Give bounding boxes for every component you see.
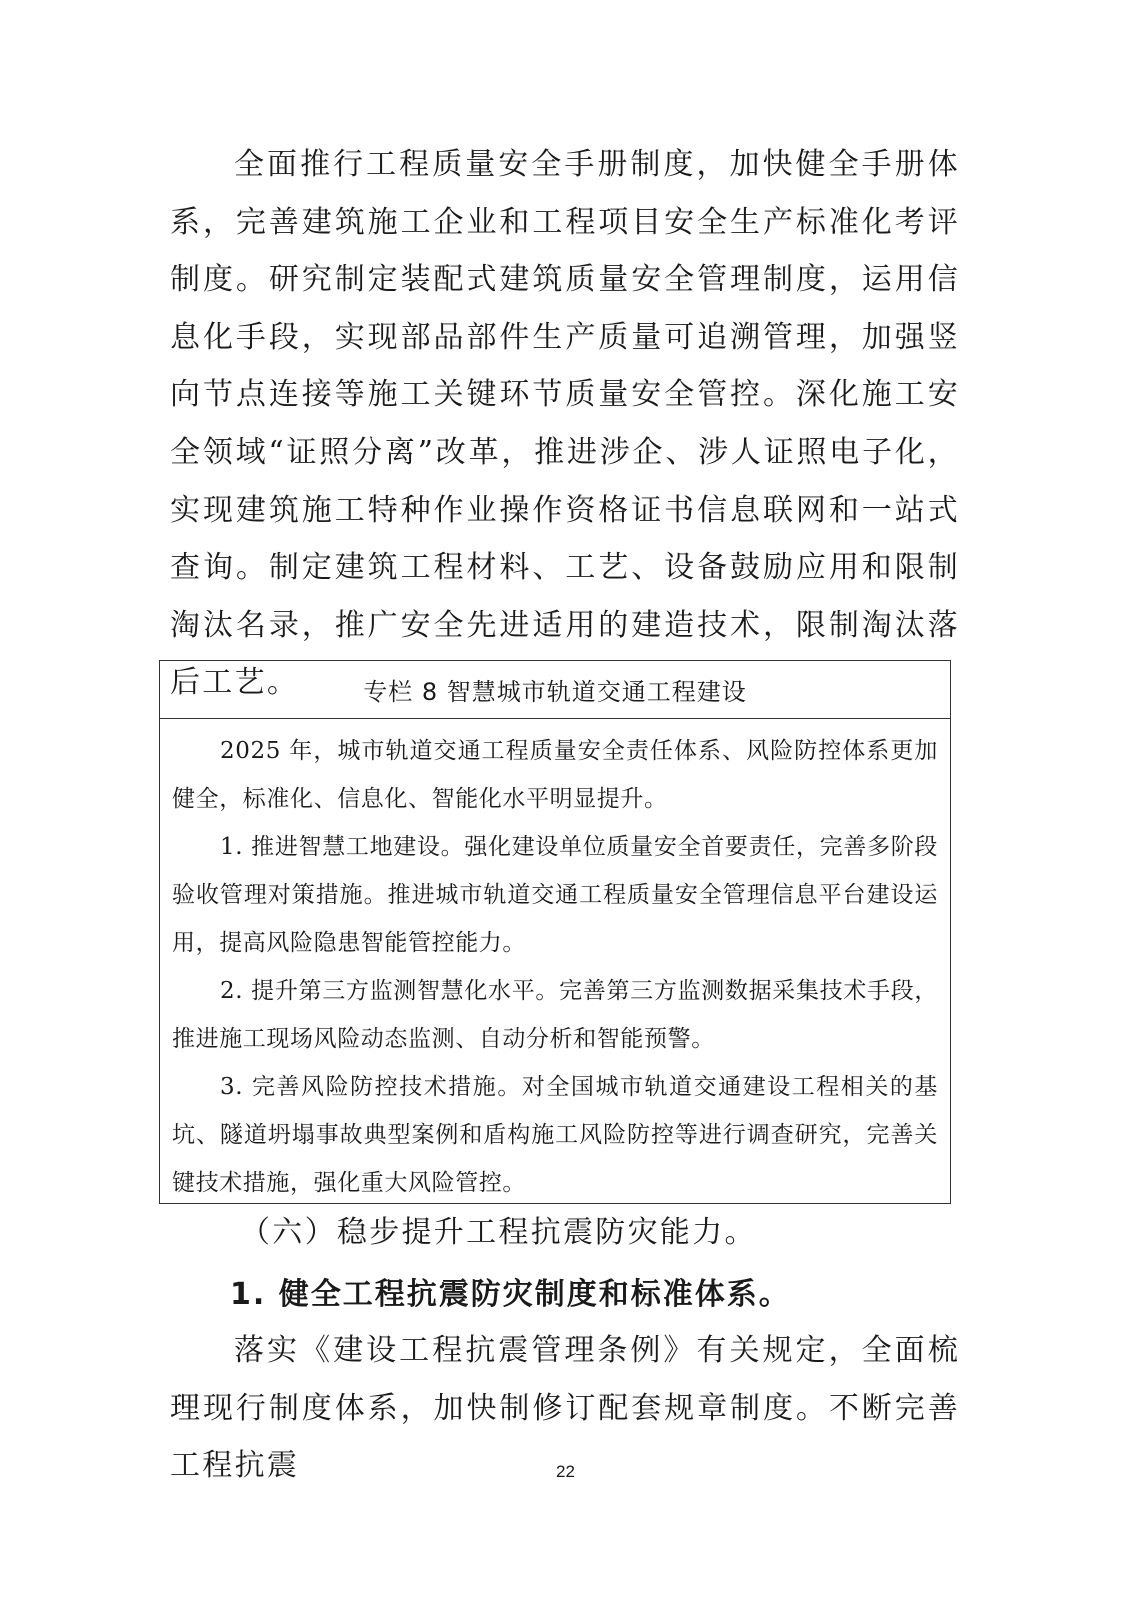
column-box xyxy=(159,660,951,1204)
column-item: 2. 提升第三方监测智慧化水平。完善第三方监测数据采集技术手段，推进施工现场风险动态监测、自动分析和智能预警。 xyxy=(172,978,938,1052)
page-number: 22 xyxy=(556,1462,575,1481)
body-paragraph-1: 全面推行工程质量安全手册制度，加快健全手册体系，完善建筑施工企业和工程项目安全生产标准化考评制度。研究制定装配式建筑质量安全管理制度，运用信息化手段，实现部品部件生产质量可追溯管理，加强竖向节点连接等施工关键环节质量安全管控。深化施工安全领域“证照分离”改革，推进涉企、涉人证照电子化，实现建筑施工特种作业操作资格证书信息联网和一站式查询。制定建筑工程材料、工艺、设备鼓励应用和限制淘汰名录，推广安全先进适用的建造技术，限制淘汰落后工艺。 xyxy=(170,147,960,701)
column-item: 3. 完善风险防控技术措施。对全国城市轨道交通建设工程相关的基坑、隧道坍塌事故典型案例和盾构施工风险防控等进行调查研究，完善关键技术措施，强化重大风险管控。 xyxy=(172,1074,938,1196)
column-title: 专栏 8 智慧城市轨道交通工程建设 xyxy=(160,661,950,719)
section-heading: （六）稳步提升工程抗震防灾能力。 xyxy=(240,1215,757,1250)
column-item: 2025 年，城市轨道交通工程质量安全责任体系、风险防控体系更加健全，标准化、信息化、智能化水平明显提升。 xyxy=(172,738,938,812)
body-paragraph-2: 落实《建设工程抗震管理条例》有关规定，全面梳理现行制度体系，加快制修订配套规章制度。不断完善工程抗震 xyxy=(170,1333,960,1484)
column-body xyxy=(160,719,950,1207)
column-item: 1. 推进智慧工地建设。强化建设单位质量安全首要责任，完善多阶段验收管理对策措施。推进城市轨道交通工程质量安全管理信息平台建设运用，提高风险隐患智能管控能力。 xyxy=(172,834,938,956)
subsection-heading: 1. 健全工程抗震防灾制度和标准体系。 xyxy=(230,1277,791,1312)
